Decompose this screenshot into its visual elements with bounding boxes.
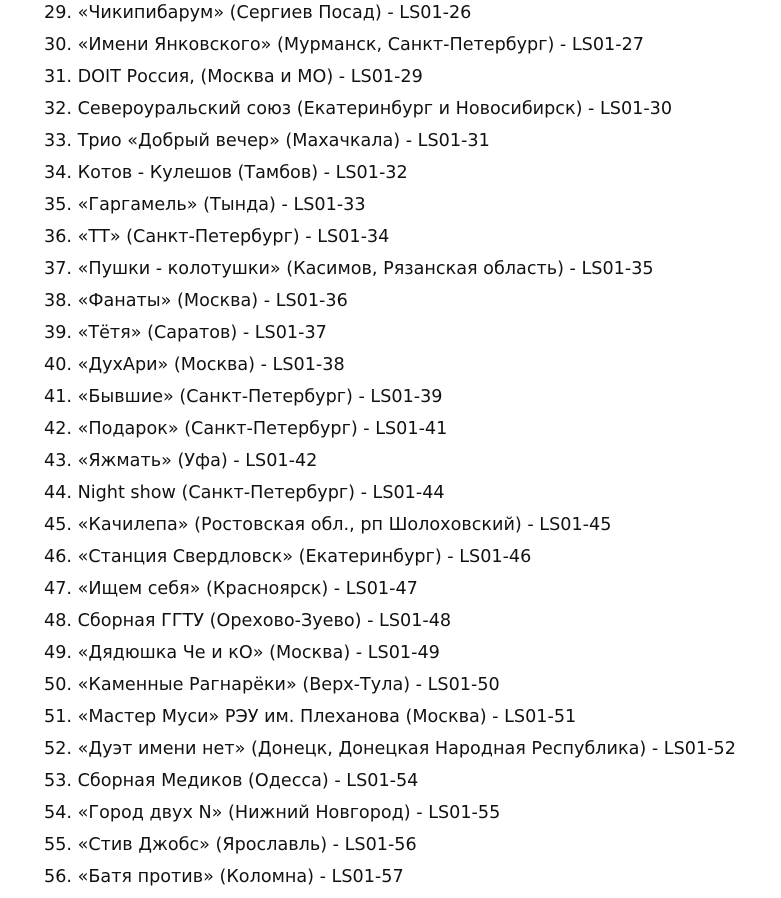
list-item: 49. «Дядюшка Че и кО» (Москва) - LS01-49 [44,643,440,663]
list-item: 47. «Ищем себя» (Красноярск) - LS01-47 [44,579,418,599]
list-item: 44. Night show (Санкт-Петербург) - LS01-44 [44,483,445,503]
list-item: 40. «ДухАри» (Москва) - LS01-38 [44,355,345,375]
list-item: 48. Сборная ГГТУ (Орехово-Зуево) - LS01-48 [44,611,452,631]
list-item: 34. Котов - Кулешов (Тамбов) - LS01-32 [44,163,408,183]
list-item: 33. Трио «Добрый вечер» (Махачкала) - LS01-31 [44,131,490,151]
list-item: 51. «Мастер Муси» РЭУ им. Плеханова (Москва) - LS01-51 [44,707,577,727]
list-item: 36. «ТТ» (Санкт-Петербург) - LS01-34 [44,227,390,247]
list-item: 32. Североуральский союз (Екатеринбург и Новосибирск) - LS01-30 [44,99,673,119]
list-item: 31. DOIT Россия, (Москва и МО) - LS01-29 [44,67,423,87]
list-item: 43. «Яжмать» (Уфа) - LS01-42 [44,451,318,471]
list-item: 41. «Бывшие» (Санкт-Петербург) - LS01-39 [44,387,443,407]
list-item: 37. «Пушки - колотушки» (Касимов, Рязанская область) - LS01-35 [44,259,654,279]
list-item: 46. «Станция Свердловск» (Екатеринбург) - LS01-46 [44,547,532,567]
list-item: 39. «Тётя» (Саратов) - LS01-37 [44,323,327,343]
list-item: 56. «Батя против» (Коломна) - LS01-57 [44,867,404,887]
team-list [44,0,736,896]
list-item: 53. Сборная Медиков (Одесса) - LS01-54 [44,771,419,791]
list-item: 45. «Качилепа» (Ростовская обл., рп Шолоховский) - LS01-45 [44,515,612,535]
list-item: 35. «Гаргамель» (Тында) - LS01-33 [44,195,366,215]
list-item: 52. «Дуэт имени нет» (Донецк, Донецкая Народная Республика) - LS01-52 [44,739,736,759]
list-item: 42. «Подарок» (Санкт-Петербург) - LS01-41 [44,419,448,439]
list-item: 38. «Фанаты» (Москва) - LS01-36 [44,291,348,311]
list-item: 55. «Стив Джобс» (Ярославль) - LS01-56 [44,835,417,855]
list-item: 30. «Имени Янковского» (Мурманск, Санкт-Петербург) - LS01-27 [44,35,644,55]
list-item: 50. «Каменные Рагнарёки» (Верх-Тула) - LS01-50 [44,675,500,695]
list-item: 29. «Чикипибарум» (Сергиев Посад) - LS01-26 [44,3,472,23]
list-item: 54. «Город двух N» (Нижний Новгород) - LS01-55 [44,803,501,823]
